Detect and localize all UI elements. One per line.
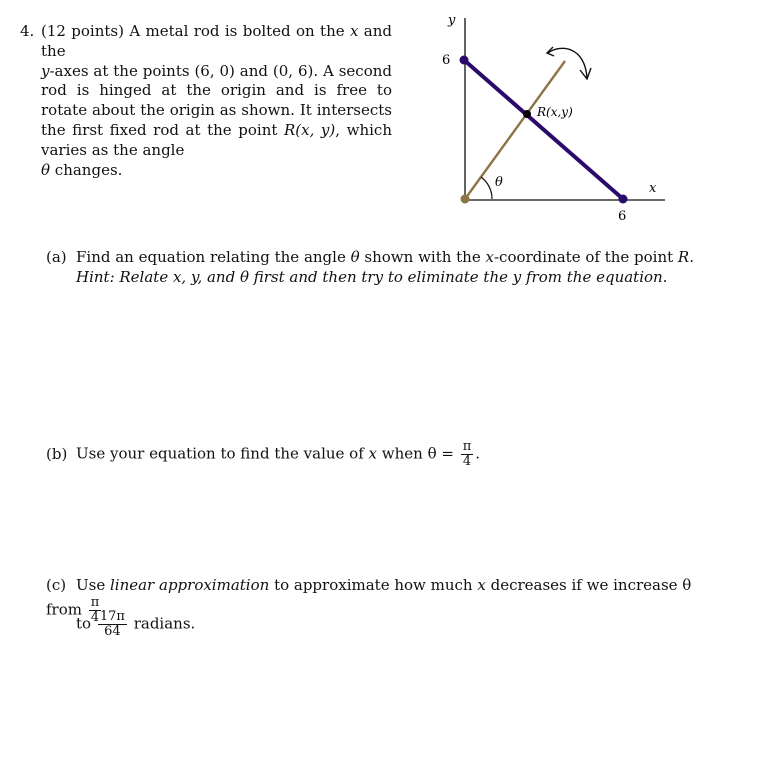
- rotating-rod: [465, 61, 565, 199]
- var-y: y: [41, 61, 50, 80]
- point-r-coords: (x, y): [295, 120, 336, 139]
- part-b-frac-den: 4: [462, 454, 472, 469]
- var-x: x: [349, 22, 359, 40]
- var-theta: θ: [41, 160, 51, 179]
- part-a-theta: θ: [350, 248, 360, 266]
- part-c-text-4: to: [76, 614, 92, 633]
- rod-diagram: [420, 8, 670, 223]
- problem-text-2: and the: [41, 22, 392, 60]
- part-c-frac2-num: 17π: [99, 609, 125, 624]
- part-a-label: (a): [46, 248, 67, 266]
- rotation-arrow-icon: [548, 48, 587, 78]
- part-a-text-4: .: [689, 248, 694, 266]
- fixed-rod-end-x: [619, 195, 628, 204]
- problem-text-1: A metal rod is bolted on the: [129, 22, 350, 40]
- point-r: R: [283, 120, 296, 139]
- problem-statement: [20, 22, 392, 180]
- problem-text-3: -axes at the points (6, 0) and (0, 6). A second rod is hinged at the origin and is free to rotate about the origin as shown. It intersects the first fixed rod at the point: [41, 61, 392, 139]
- point-r-label: R(x,y): [537, 105, 573, 119]
- part-c-frac1-num: π: [90, 594, 100, 610]
- hinge-origin: [461, 195, 470, 204]
- y-axis-label: y: [448, 13, 456, 28]
- part-c-frac1-den: 4: [90, 609, 100, 625]
- part-c-emphasis: linear approximation: [109, 576, 270, 594]
- part-a-hint: Hint: Relate x, y, and θ first and then try to eliminate the y from the equation.: [76, 267, 668, 286]
- part-c-line-2: [76, 610, 195, 639]
- problem-body: [41, 22, 392, 180]
- part-c-label: (c): [46, 576, 67, 594]
- part-a-text-3: -coordinate of the point: [493, 248, 678, 266]
- part-b-text-3: .: [475, 444, 481, 463]
- part-a: [46, 248, 694, 288]
- part-c-fraction-2: [98, 610, 127, 639]
- angle-label: θ: [495, 175, 503, 190]
- part-b-frac-num: π: [462, 439, 472, 454]
- angle-arc: [481, 177, 492, 199]
- part-b: [46, 440, 480, 469]
- points: (12 points): [41, 22, 124, 40]
- part-b-x: x: [368, 444, 377, 463]
- x-axis-label: x: [649, 181, 657, 196]
- part-b-label: (b): [46, 444, 68, 463]
- y-tick-6: 6: [442, 53, 451, 68]
- part-c-text-3: decreases if we increase θ from: [46, 576, 692, 619]
- part-c-text-1: Use: [76, 576, 110, 594]
- part-b-text-2: when θ =: [377, 444, 459, 463]
- fixed-rod: [464, 60, 623, 199]
- part-c-text-5: radians.: [133, 614, 196, 633]
- part-a-x: x: [485, 248, 494, 266]
- part-a-text-2: shown with the: [359, 248, 486, 266]
- intersection-point-r: [523, 110, 531, 118]
- part-b-text-1: Use your equation to find the value of: [76, 444, 369, 463]
- problem-text-4: , which varies as the angle: [41, 120, 392, 159]
- part-c-x: x: [477, 576, 486, 594]
- problem-text-5: changes.: [50, 160, 123, 179]
- part-a-text-1: Find an equation relating the angle: [76, 248, 351, 266]
- part-b-fraction: [461, 440, 474, 469]
- fixed-rod-end-y: [460, 56, 469, 65]
- problem-number: 4.: [20, 22, 35, 40]
- part-c-text-2: to approximate how much: [269, 576, 478, 594]
- part-a-r: R: [677, 248, 690, 266]
- x-tick-6: 6: [618, 209, 627, 223]
- part-c-frac2-den: 64: [104, 624, 121, 639]
